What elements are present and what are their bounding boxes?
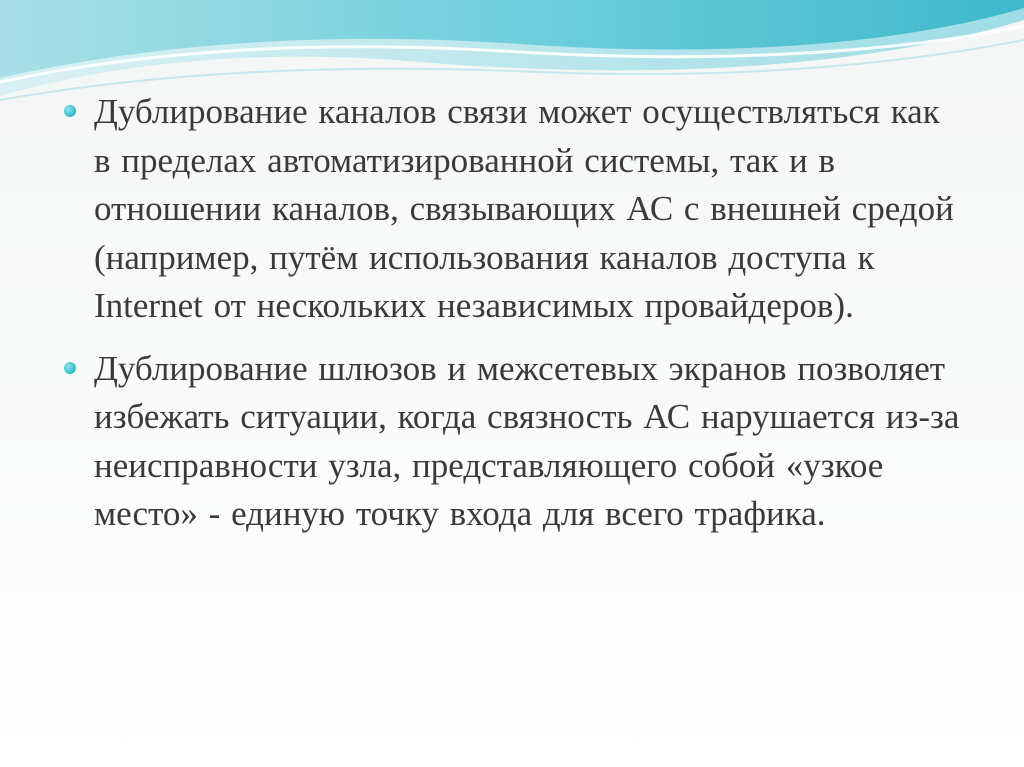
bullet-dot-icon bbox=[64, 362, 76, 374]
bullet-list bbox=[60, 88, 960, 553]
bullet-text-2: Дублирование шлюзов и межсетевых экранов позволяет избежать ситуации, когда связность АС нарушается из-за неисправности узла, представляющего собой «узкое место» - единую точку входа для всего трафика. bbox=[94, 348, 960, 533]
bullet-text-1: Дублирование каналов связи может осуществляться как в пределах автоматизированной системы, так и в отношении каналов, связывающих АС с внешней средой (например, путём использования каналов доступа к Internet от нескольких независимых провайдеров). bbox=[94, 92, 954, 325]
bullet-item-1 bbox=[60, 88, 960, 331]
bullet-item-2 bbox=[60, 345, 960, 539]
bullet-dot-icon bbox=[64, 105, 76, 117]
